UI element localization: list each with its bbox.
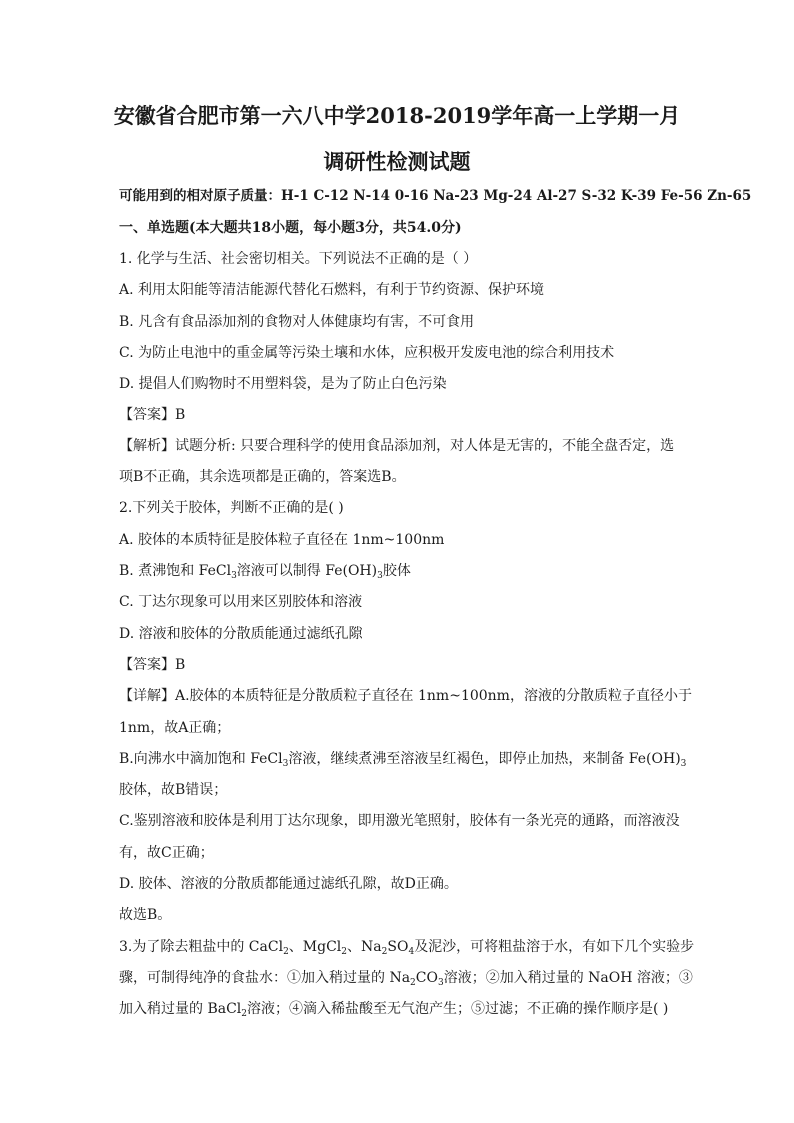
q3-l2-text1: 骤，可制得纯净的食盐水：①加入稍过量的 Na — [119, 970, 411, 986]
q2-detail-a-line1: 【详解】A.胶体的本质特征是分散质粒子直径在 1nm~100nm，溶液的分散质粒子直径小于 — [119, 688, 692, 704]
q2-detail-d: D. 胶体、溶液的分散质都能通过滤纸孔隙，故D正确。 — [119, 876, 458, 892]
q1-option-d: D. 提倡人们购物时不用塑料袋，是为了防止白色污染 — [119, 376, 447, 392]
q2-option-a: A. 胶体的本质特征是胶体粒子直径在 1nm~100nm — [119, 532, 445, 548]
q3-l1-text4: SO — [387, 939, 409, 955]
q1-analysis-line1: 【解析】试题分析: 只要合理科学的使用食品添加剂，对人体是无害的，不能全盘否定，选 — [119, 438, 675, 454]
q2-detail-b-line2: 胶体，故B错误； — [119, 782, 228, 798]
q2-option-b-sub2: 3 — [377, 571, 383, 581]
q3-l1-text2: 、MgCl — [288, 939, 342, 955]
q2-option-b-text3: 胶体 — [382, 563, 411, 579]
q3-l1-text3: 、Na — [347, 939, 382, 955]
q1-option-a: A. 利用太阳能等清洁能源代替化石燃料，有利于节约资源、保护环境 — [119, 282, 545, 298]
q2-option-d: D. 溶液和胶体的分散质能通过滤纸孔隙 — [119, 626, 363, 642]
atomic-masses: 可能用到的相对原子质量：H-1 C-12 N-14 0-16 Na-23 Mg-24 Al-27 S-32 K-39 Fe-56 Zn-65 — [119, 188, 752, 204]
q2-detail-b-line1 — [119, 749, 687, 769]
q3-stem-line2 — [119, 968, 693, 988]
q2-option-b-text2: 溶液可以制得 Fe(OH) — [236, 563, 378, 579]
q3-l3-text2: 溶液；④滴入稀盐酸至无气泡产生；⑤过滤；不正确的操作顺序是( ) — [247, 1001, 669, 1017]
document-title-line1: 安徽省合肥市第一六八中学2018-2019学年高一上学期一月 — [113, 103, 681, 128]
q3-l3-text1: 加入稍过量的 BaCl — [119, 1001, 242, 1017]
q1-analysis-line2: 项B不正确，其余选项都是正确的，答案选B。 — [119, 469, 406, 485]
q2-option-b — [119, 561, 679, 581]
q2-option-b-sub1: 3 — [231, 571, 237, 581]
q3-l2-sub2: 3 — [437, 978, 444, 988]
q2-conclusion: 故选B。 — [119, 907, 172, 923]
q3-l1-sub2: 2 — [341, 947, 348, 957]
q1-stem: 1. 化学与生活、社会密切相关。下列说法不正确的是（ ） — [119, 251, 478, 267]
q2-stem: 2.下列关于胶体，判断不正确的是( ) — [119, 500, 344, 516]
q2-option-c: C. 丁达尔现象可以用来区别胶体和溶液 — [119, 594, 363, 610]
q1-option-b: B. 凡含有食品添加剂的食物对人体健康均有害，不可食用 — [119, 314, 475, 330]
q1-option-c: C. 为防止电池中的重金属等污染土壤和水体，应积极开发废电池的综合利用技术 — [119, 345, 615, 361]
section-heading: 一、单选题(本大题共18小题，每小题3分，共54.0分) — [119, 220, 462, 236]
q3-l1-text5: 及泥沙，可将粗盐溶于水，有如下几个实验步 — [414, 939, 695, 955]
q3-l1-sub3: 2 — [381, 947, 388, 957]
q2-answer: 【答案】B — [119, 657, 186, 673]
q3-l2-sub1: 2 — [410, 978, 416, 988]
q3-l1-text1: 3.为了除去粗盐中的 CaCl — [119, 939, 284, 955]
q3-l1-sub4: 4 — [408, 947, 415, 957]
document-title-line2: 调研性检测试题 — [323, 149, 471, 174]
q3-l2-text3: 溶液；②加入稍过量的 NaOH 溶液；③ — [443, 970, 693, 986]
q2-detail-b-text2: 溶液，继续煮沸至溶液呈红褐色，即停止加热，来制备 Fe(OH) — [288, 751, 681, 767]
q3-l1-sub1: 2 — [283, 947, 289, 957]
q2-detail-b-sub2: 3 — [680, 759, 687, 769]
q3-l3-sub1: 2 — [241, 1009, 248, 1019]
q3-stem-line1 — [119, 937, 695, 957]
q2-detail-a-line2: 1nm，故A正确； — [119, 720, 231, 736]
q2-detail-b-text1: B.向沸水中滴加饱和 FeCl — [119, 751, 283, 767]
q3-l2-text2: CO — [415, 970, 438, 986]
q2-detail-c-line1: C.鉴别溶液和胶体是利用丁达尔现象，即用激光笔照射，胶体有一条光亮的通路，而溶液没 — [119, 813, 680, 829]
q2-detail-b-sub1: 3 — [282, 759, 289, 769]
q3-stem-line3 — [119, 999, 679, 1019]
q2-detail-c-line2: 有，故C正确； — [119, 845, 214, 861]
q1-answer: 【答案】B — [119, 407, 186, 423]
q2-option-b-text1: B. 煮沸饱和 FeCl — [119, 563, 232, 579]
